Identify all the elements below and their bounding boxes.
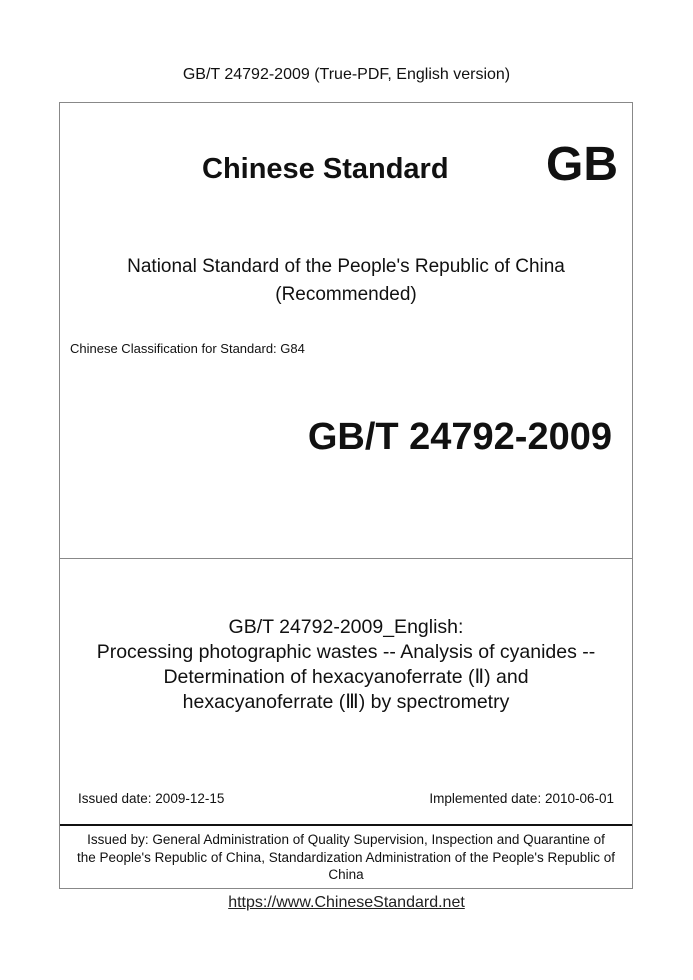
document-title-line-3: Determination of hexacyanoferrate (Ⅱ) and (163, 666, 529, 688)
national-title-line-2: (Recommended) (275, 284, 417, 305)
issuer-line-3: China (328, 867, 364, 882)
issuer-text (60, 831, 632, 884)
cover-frame (59, 102, 633, 889)
national-title-line-1: National Standard of the People's Republic of China (127, 256, 565, 277)
gb-mark: GB (546, 138, 618, 191)
document-title-section (60, 559, 632, 825)
issuer-line-2: the People's Republic of China, Standardization Administration of the People's Republic of (77, 849, 615, 865)
national-standard-title (60, 253, 632, 309)
issued-date: Issued date: 2009-12-15 (78, 791, 225, 806)
issuer-section (60, 825, 632, 889)
chinese-standard-heading: Chinese Standard (202, 153, 449, 185)
implemented-date: Implemented date: 2010-06-01 (429, 791, 614, 806)
page-header: GB/T 24792-2009 (True-PDF, English version) (182, 66, 511, 83)
document-title-line-4: hexacyanoferrate (Ⅲ) by spectrometry (182, 691, 510, 713)
classification-label: Chinese Classification for Standard: G84 (70, 341, 305, 356)
document-title-line-1: GB/T 24792-2009_English: (228, 616, 464, 638)
website-link[interactable]: https://www.ChineseStandard.net (228, 894, 465, 911)
cover-top-section (60, 103, 632, 559)
standard-code: GB/T 24792-2009 (307, 416, 612, 458)
issuer-line-1: Issued by: General Administration of Quality Supervision, Inspection and Quarantine of (87, 832, 605, 847)
document-title-line-2: Processing photographic wastes -- Analysis of cyanides -- (96, 641, 596, 663)
document-title (60, 615, 632, 715)
